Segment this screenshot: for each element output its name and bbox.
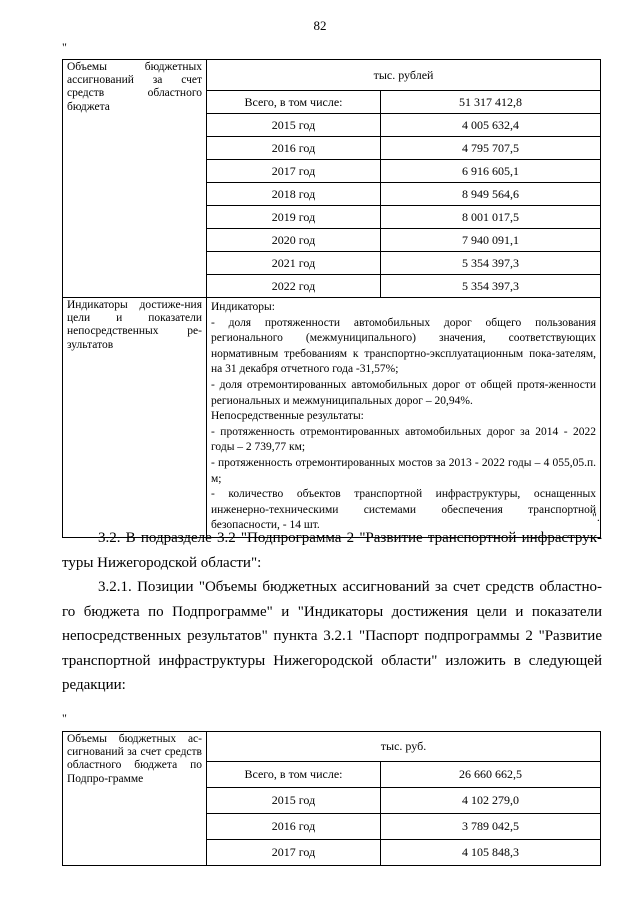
row-value: 51 317 412,8	[381, 91, 601, 114]
budget-label-cell	[63, 60, 207, 298]
opening-quote: "	[62, 711, 67, 725]
row-value: 4 795 707,5	[381, 137, 601, 160]
indicator-line: Непосредственные результаты:	[211, 410, 364, 423]
row-label: 2022 год	[207, 275, 381, 298]
indicator-line: - доля отремонтированных автомобильных дорог от общей протя-женности региональных и межмуниципальных дорог – 20,94%.	[211, 378, 597, 407]
page-number: 82	[313, 18, 327, 33]
row-label: 2015 год	[207, 788, 381, 814]
row-label: 2017 год	[207, 160, 381, 183]
indicators-cell	[207, 298, 601, 538]
indicators-label-cell	[63, 298, 207, 538]
indicator-line: - протяженность отремонтированных автомобильных дорог за 2014 - 2022 годы – 2 739,77 км;	[211, 425, 597, 454]
row-label: 2015 год	[207, 114, 381, 137]
row-label: Всего, в том числе:	[207, 762, 381, 788]
row-value: 6 916 605,1	[381, 160, 601, 183]
row-label: 2018 год	[207, 183, 381, 206]
closing-quote: ".	[592, 510, 600, 524]
row-label: 2016 год	[207, 814, 381, 840]
indicator-line: Индикаторы:	[211, 301, 275, 313]
opening-quote: "	[62, 40, 67, 54]
row-value: 4 005 632,4	[381, 114, 601, 137]
budget-label: Объемы бюджетных ас-сигнований за счет средств областного бюджета по Подпро-грамме	[67, 733, 202, 785]
row-value: 3 789 042,5	[381, 814, 601, 840]
paragraph: 3.2. В подразделе 3.2 "Подпрограмма 2 "Развитие транспортной инфраструк-туры Нижегородской области":	[62, 530, 602, 571]
unit-header: тыс. руб.	[207, 732, 601, 762]
indicator-line: - количество объектов транспортной инфраструктуры, оснащенных инженерно-техническими системами обеспечения транспортной безопасности, - 14 шт.	[211, 488, 597, 532]
row-value: 26 660 662,5	[381, 762, 601, 788]
budget-label: Объемы бюджетных ассигнований за счет средств областного бюджета	[67, 61, 202, 113]
row-label: 2020 год	[207, 229, 381, 252]
indicator-line: - доля протяженности автомобильных дорог общего пользования регионального (межмуниципального) значения, соответствующих нормативным требованиям к транспортно-эксплуатационным пока-зателям, на 31 декабря отчетного года -31,57%;	[211, 316, 597, 376]
row-label: 2017 год	[207, 840, 381, 866]
row-label: 2016 год	[207, 137, 381, 160]
indicator-line: - протяженность отремонтированных мостов за 2013 - 2022 годы – 4 055,05.п. м;	[211, 456, 597, 485]
budget-table-1	[62, 59, 601, 538]
unit-header: тыс. рублей	[207, 60, 601, 91]
paragraph: 3.2.1. Позиции "Объемы бюджетных ассигнований за счет средств областно-го бюджета по Подпрограмме" и "Индикаторы достижения цели и показатели непосредственных результатов" пункта 3.2.1 "Паспорт подпрограммы 2 "Развитие транспортной инфраструктуры Нижегородской области" изложить в следующей редакции:	[62, 579, 602, 693]
budget-table-2	[62, 731, 601, 866]
indicators-label: Индикаторы достиже-ния цели и показатели непосредственных ре-зультатов	[67, 299, 202, 351]
row-value: 4 102 279,0	[381, 788, 601, 814]
body-text	[62, 526, 602, 698]
row-label: 2019 год	[207, 206, 381, 229]
row-value: 5 354 397,3	[381, 252, 601, 275]
row-label: Всего, в том числе:	[207, 91, 381, 114]
row-value: 7 940 091,1	[381, 229, 601, 252]
row-value: 5 354 397,3	[381, 275, 601, 298]
row-value: 8 949 564,6	[381, 183, 601, 206]
row-value: 4 105 848,3	[381, 840, 601, 866]
row-label: 2021 год	[207, 252, 381, 275]
budget-label-cell	[63, 732, 207, 866]
row-value: 8 001 017,5	[381, 206, 601, 229]
